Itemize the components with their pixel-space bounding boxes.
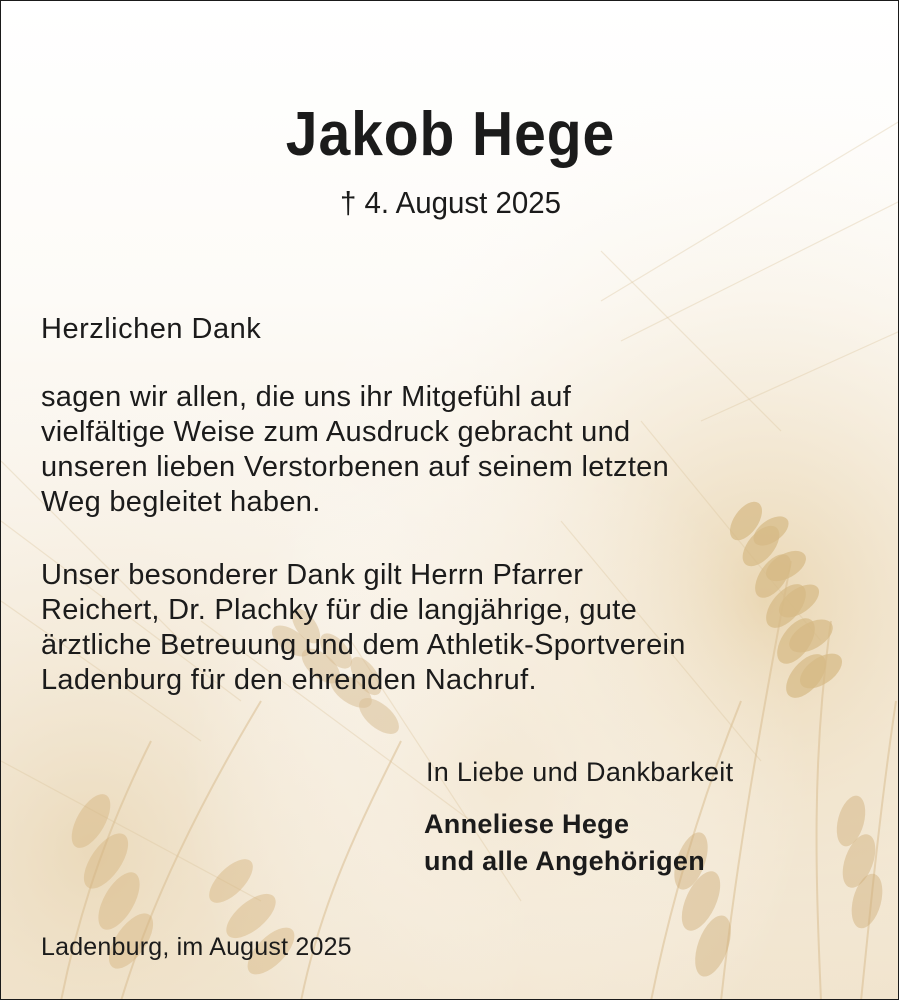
signers-block xyxy=(424,806,705,880)
text-line: Weg begleitet haben. xyxy=(41,486,321,518)
text-line: vielfältige Weise zum Ausdruck gebracht und xyxy=(41,416,631,448)
text-line: Ladenburg für den ehrenden Nachruf. xyxy=(41,664,537,696)
text-line: sagen wir allen, die uns ihr Mitgefühl auf xyxy=(41,381,572,413)
death-date: † 4. August 2025 xyxy=(339,185,562,220)
notice-content xyxy=(1,1,899,1000)
special-thanks-paragraph xyxy=(41,558,821,698)
greeting-heading: Herzlichen Dank xyxy=(41,313,262,345)
place-and-date: Ladenburg, im August 2025 xyxy=(41,933,352,961)
signer-family: und alle Angehörigen xyxy=(424,846,706,876)
signer-name: Anneliese Hege xyxy=(424,809,630,839)
text-line: unseren lieben Verstorbenen auf seinem letzten xyxy=(41,451,670,483)
text-line: Unser besonderer Dank gilt Herrn Pfarrer xyxy=(41,559,584,591)
closing-phrase: In Liebe und Dankbarkeit xyxy=(426,757,734,787)
deceased-name: Jakob Hege xyxy=(285,100,616,169)
text-line: ärztliche Betreuung und dem Athletik-Sportverein xyxy=(41,629,686,661)
thanks-paragraph xyxy=(41,380,821,520)
text-line: Reichert, Dr. Plachky für die langjährige, gute xyxy=(41,594,638,626)
